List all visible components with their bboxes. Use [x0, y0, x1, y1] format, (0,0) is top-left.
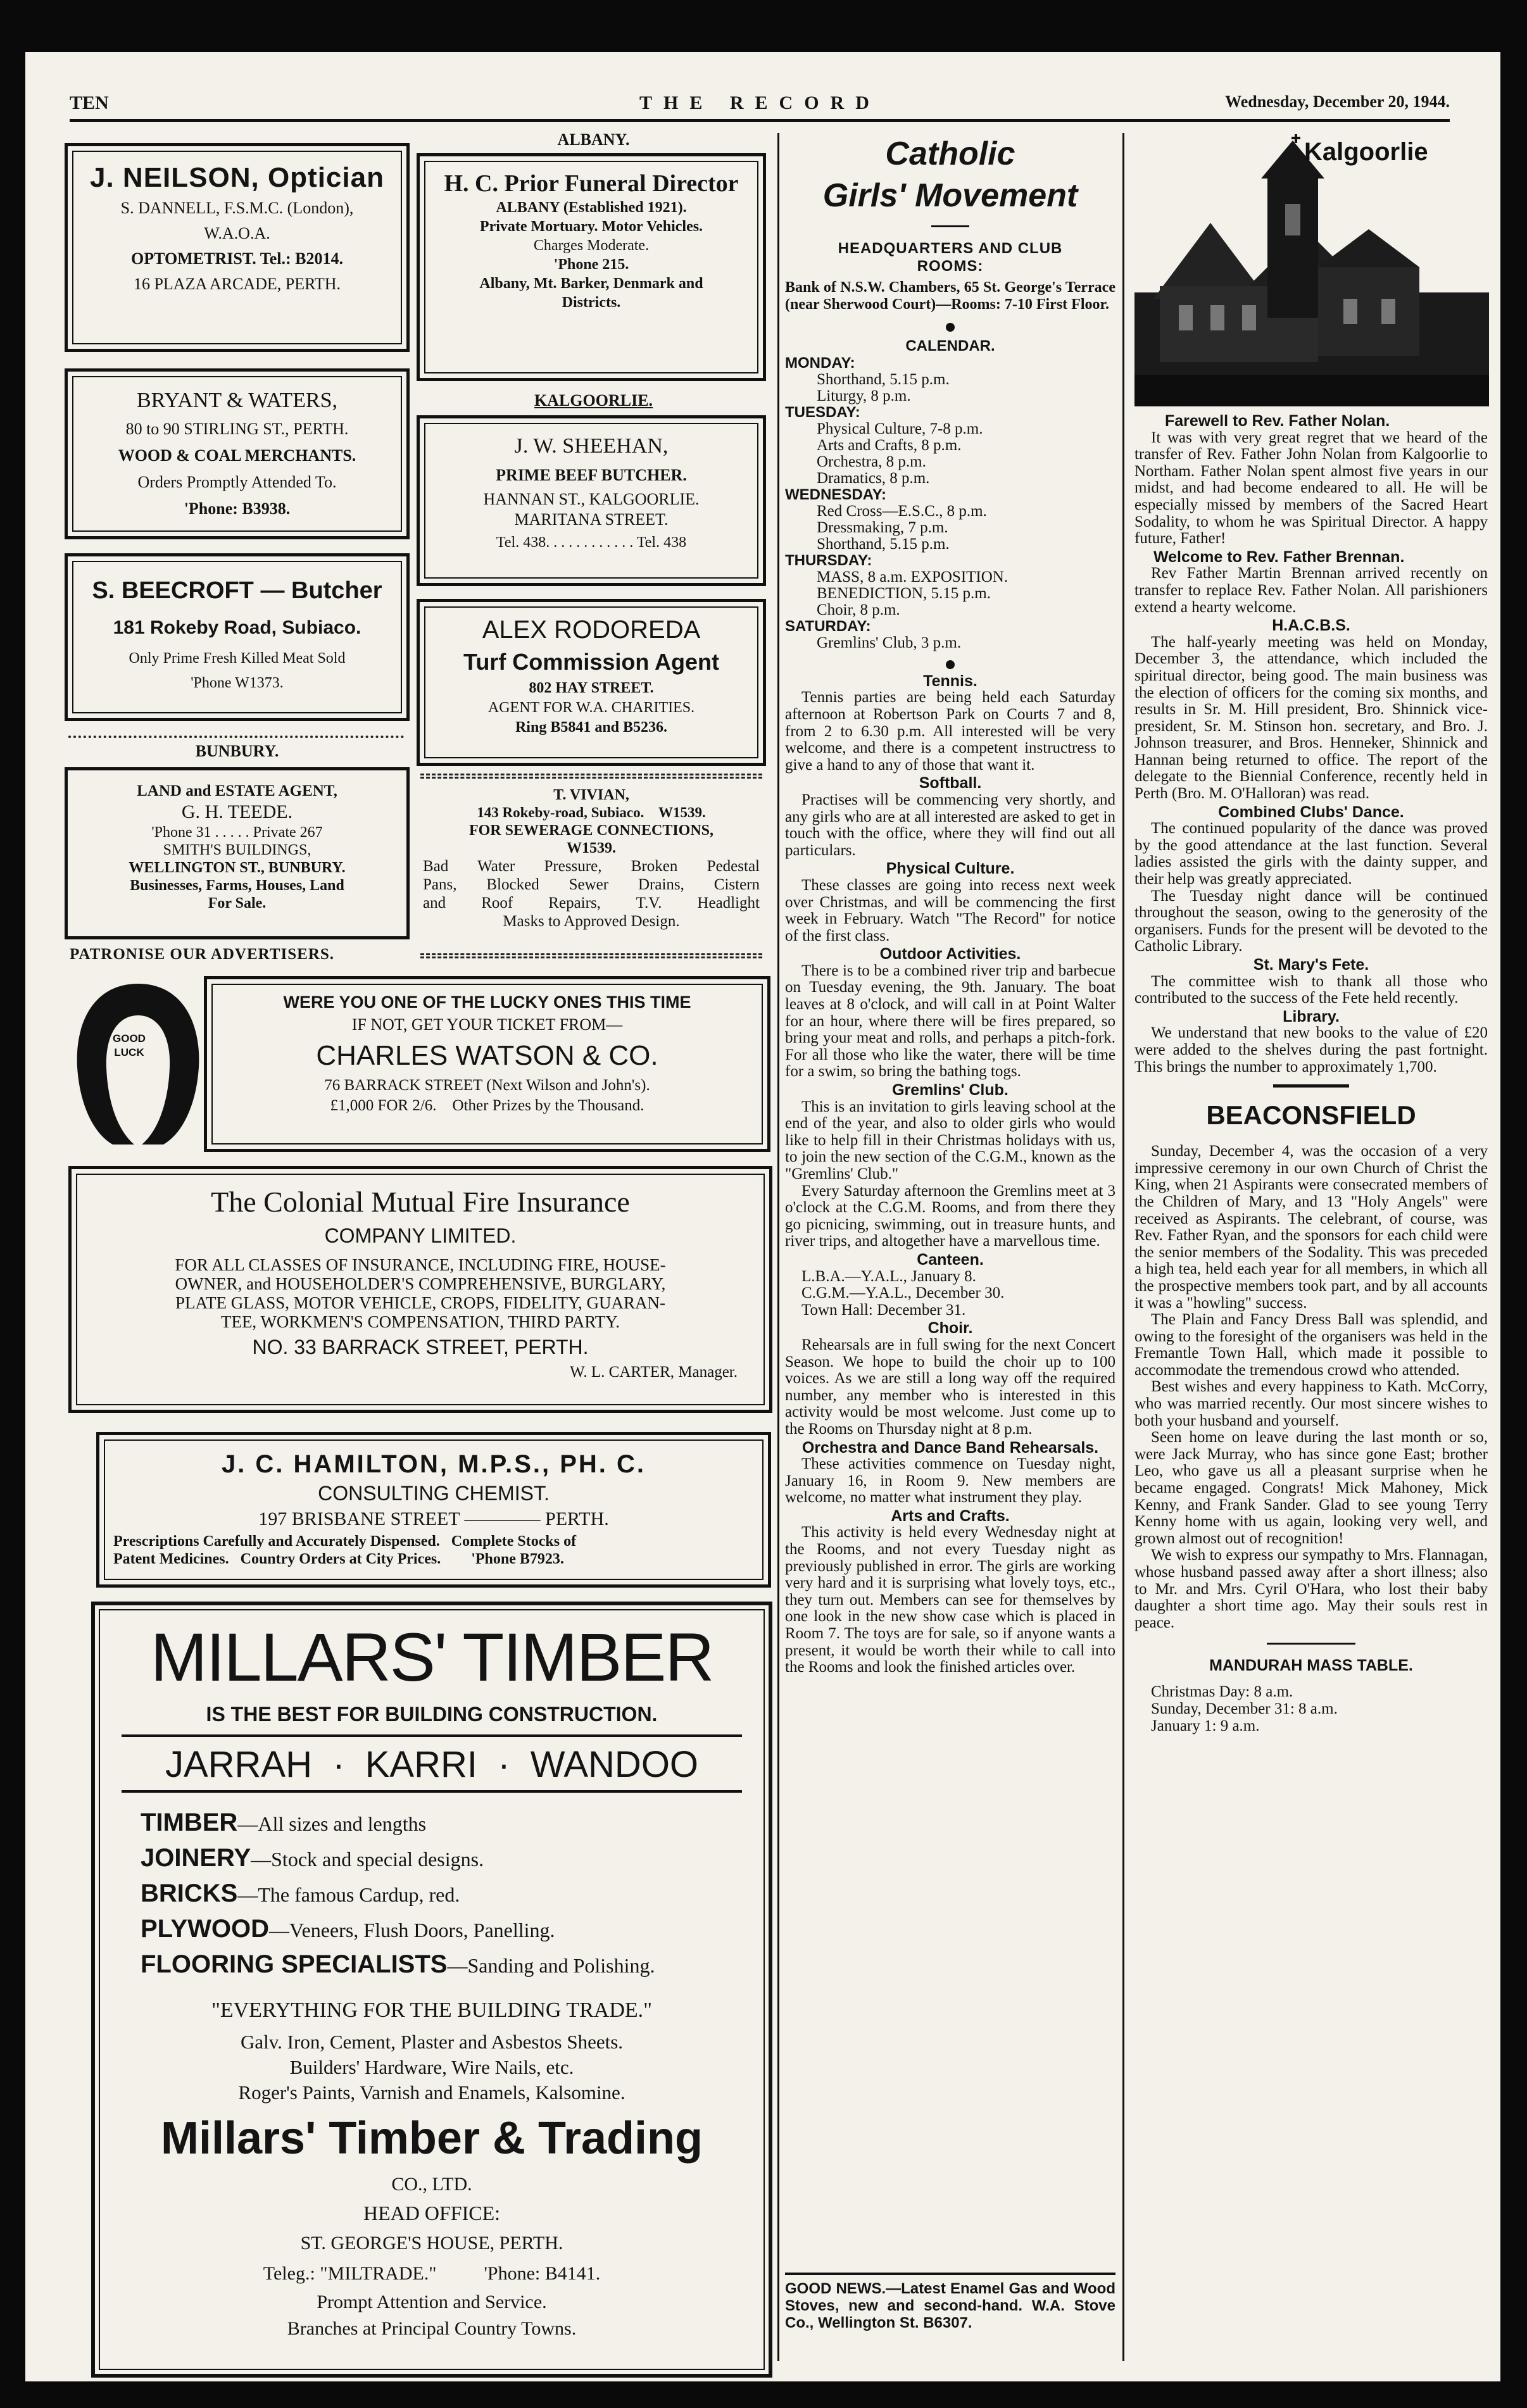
ad-millars-line: Prompt Attention and Service.: [317, 2292, 547, 2312]
ad-prior-line: Private Mortuary. Motor Vehicles.: [479, 218, 703, 235]
kal-subheading: H.A.C.B.S.: [1272, 617, 1350, 635]
cgm-paragraph: Every Saturday afternoon the Gremlins meet at 3 o'clock at the C.G.M. Rooms, and from there they go picnicing, swimming, out in treasure hunts, and river trips, and altogether have a marvellous time.: [785, 1182, 1115, 1250]
kal-subheading: Combined Clubs' Dance.: [1218, 803, 1404, 821]
item-name: JOINERY: [141, 1844, 251, 1872]
ad-watson-name: CHARLES WATSON & CO.: [316, 1040, 658, 1071]
kal-subheading: Welcome to Rev. Father Brennan.: [1153, 548, 1405, 566]
kal-paragraph: The continued popularity of the dance was proved by the good attendance at the last function. Several ladies assisted the girls with the dainty supper, and their help was greatly appreciated.: [1134, 820, 1488, 888]
kal-paragraph: The half-yearly meeting was held on Monday, December 3, the attendance, which included the spiritual director, being good. The main business was the election of officers for the coming six months, and results in Sr. M. Hill president, Bro. Shinnick vice-president, Sr. M. Stinson hon. secretary, and Bro. J. Johnson treasurer, and Bros. Henneker, Shinnick and Hannan being returned to office. The report of the delegate to the Biennial Conference, recently held in Perth (Bro. M. O'Halloran) was read.: [1134, 633, 1488, 803]
cgm-subheading: Orchestra and Dance Band Rehearsals.: [801, 1438, 1099, 1457]
ad-neilson-line: W.A.O.A.: [204, 224, 270, 242]
ad-rodoreda: [417, 599, 766, 766]
ad-millars-line: Teleg.: "MILTRADE." 'Phone: B4141.: [263, 2263, 601, 2284]
spacer: [1134, 1675, 1488, 1684]
ad-sheehan-line: PRIME BEEF BUTCHER.: [496, 466, 687, 484]
ad-hamilton-line: Patent Medicines. Country Orders at City Prices. 'Phone B7923.: [113, 1551, 564, 1567]
kal-subheading: Library.: [1283, 1007, 1340, 1025]
cal-item: Arts and Crafts, 8 p.m.: [817, 436, 962, 454]
cgm-paragraph: This is an invitation to girls leaving school at the end of the year, and also to older girls who would like to help fill in their Christmas holidays with us, to join the new section of the C.G.M., known as the "Gremlins' Club.": [785, 1098, 1115, 1182]
ad-millars-company: Millars' Timber & Trading: [161, 2113, 703, 2164]
beaconsfield-heading: BEACONSFIELD: [1206, 1100, 1416, 1131]
ad-rodoreda-line: Ring B5841 and B5236.: [515, 719, 668, 736]
ad-teede-line: 'Phone 31 . . . . . Private 267: [151, 824, 323, 841]
ad-colonial-line: W. L. CARTER, Manager.: [570, 1364, 738, 1381]
ad-hamilton-line: Prescriptions Carefully and Accurately Dispensed. Complete Stocks of: [113, 1533, 577, 1550]
horseshoe-icon: [68, 979, 208, 1150]
ad-hamilton-name: J. C. HAMILTON, M.P.S., PH. C.: [221, 1450, 646, 1478]
canteen-item: L.B.A.—Y.A.L., January 8.: [801, 1267, 976, 1285]
ad-bryant-line: WOOD & COAL MERCHANTS.: [118, 446, 356, 465]
ad-vivian-line: and Roof Repairs, T.V. Headlight: [423, 894, 760, 912]
item-desc: —The famous Cardup, red.: [237, 1883, 460, 1906]
item-desc: —Sanding and Polishing.: [447, 1954, 655, 1977]
kal-paragraph: It was with very great regret that we heard of the transfer of Rev. Father John Nolan from Kalgoorlie to Northam. Father Nolan spent almost five years in our midst, and had become endeared to all. He will be especially missed by members of the Sacred Heart Sodality, to whom he was Spiritual Director. A happy future, Father!: [1134, 429, 1488, 548]
mass-time: Christmas Day: 8 a.m.: [1151, 1683, 1293, 1701]
kal-paragraph: Rev Father Martin Brennan arrived recently on transfer to replace Rev. Father Nolan. All parishioners extend a hearty welcome.: [1134, 565, 1488, 616]
ad-watson-line: £1,000 FOR 2/6. Other Prizes by the Thousand.: [330, 1097, 644, 1114]
ad-millars-line: Branches at Principal Country Towns.: [287, 2318, 577, 2339]
section-bunbury: BUNBURY.: [195, 742, 279, 760]
item-desc: —All sizes and lengths: [237, 1812, 427, 1835]
cal-day: SATURDAY:: [785, 617, 871, 635]
ad-prior-line: 'Phone 215.: [553, 256, 629, 273]
ad-millars-line: Builders' Hardware, Wire Nails, etc.: [289, 2056, 574, 2078]
mass-time: Sunday, December 31: 8 a.m.: [1151, 1700, 1338, 1717]
mass-table-heading: MANDURAH MASS TABLE.: [1209, 1657, 1413, 1675]
bullet-icon: [946, 323, 955, 332]
ad-bryant-line: 80 to 90 STIRLING ST., PERTH.: [125, 420, 349, 438]
cgm-subheading: Gremlins' Club.: [892, 1081, 1009, 1100]
ad-beecroft: [65, 553, 410, 721]
ad-prior: [417, 153, 766, 381]
beacon-paragraph: We wish to express our sympathy to Mrs. Flannagan, whose husband passed away after a short illness; also to Mr. and Mrs. Cyril O'Hara, who lost their baby daughter a short time ago. May their souls rest in peace.: [1134, 1546, 1488, 1631]
cgm-subheading: Canteen.: [917, 1250, 984, 1269]
ad-vivian-line: FOR SEWERAGE CONNECTIONS,: [468, 822, 714, 839]
ad-millars-item: [141, 1841, 755, 1876]
section-kalgoorlie: KALGOORLIE.: [534, 391, 653, 410]
ad-colonial-line: OWNER, and HOUSEHOLDER'S COMPREHENSIVE, BURGLARY,: [175, 1274, 666, 1293]
ad-vivian-line: Masks to Approved Design.: [503, 913, 680, 930]
column-rule: [1122, 133, 1124, 2361]
ad-colonial-mutual: [68, 1166, 772, 1413]
ad-colonial-line: NO. 33 BARRACK STREET, PERTH.: [252, 1336, 589, 1358]
ad-millars-item: [141, 1876, 755, 1912]
ad-beecroft-line: 181 Rokeby Road, Subiaco.: [113, 617, 361, 638]
cgm-subheading: Arts and Crafts.: [891, 1507, 1010, 1525]
divider: [420, 953, 762, 958]
article-kalgoorlie: [1134, 411, 1488, 1734]
ad-stove-co: GOOD NEWS.—Latest Enamel Gas and Wood Stoves, new and second-hand. W.A. Stove Co., Wellington St. B6307.: [785, 2273, 1115, 2331]
ad-watson-line: WERE YOU ONE OF THE LUCKY ONES THIS TIME: [283, 993, 691, 1012]
ad-vivian-line: 143 Rokeby-road, Subiaco. W1539.: [477, 805, 706, 820]
cal-item: Shorthand, 5.15 p.m.: [817, 370, 950, 388]
ad-millars-woods: JARRAH · KARRI · WANDOO: [165, 1744, 699, 1785]
ad-hamilton-line: CONSULTING CHEMIST.: [318, 1482, 550, 1505]
ad-neilson-line: S. DANNELL, F.S.M.C. (London),: [120, 199, 354, 217]
horseshoe-badge: [105, 1032, 153, 1060]
ad-colonial-name: The Colonial Mutual Fire Insurance: [211, 1186, 630, 1218]
divider: [122, 1734, 742, 1737]
cal-item: Dramatics, 8 p.m.: [817, 469, 930, 487]
kal-subheading: Farewell to Rev. Father Nolan.: [1165, 412, 1390, 430]
cgm-hq-text: Bank of N.S.W. Chambers, 65 St. George's Terrace (near Sherwood Court)—Rooms: 7-10 First Floor.: [785, 279, 1115, 313]
item-name: FLOORING SPECIALISTS: [141, 1950, 448, 1978]
cgm-calendar-heading: CALENDAR.: [905, 337, 995, 355]
divider: [1267, 1643, 1355, 1645]
cgm-hq-heading: HEADQUARTERS AND CLUB ROOMS:: [838, 240, 1063, 275]
ad-rodoreda-line: 802 HAY STREET.: [529, 680, 654, 696]
ad-charles-watson: [63, 976, 772, 1153]
cal-item: Physical Culture, 7-8 p.m.: [817, 420, 983, 437]
ad-sheehan-line: Tel. 438. . . . . . . . . . . . Tel. 438: [496, 534, 687, 551]
kal-paragraph: The committee wish to thank all those who contributed to the success of the Fete held recently.: [1134, 972, 1488, 1007]
item-name: TIMBER: [141, 1809, 238, 1836]
ad-rodoreda-line: Turf Commission Agent: [463, 649, 719, 675]
ad-neilson-name: J. NEILSON, Optician: [90, 162, 384, 193]
ad-neilson-line: OPTOMETRIST. Tel.: B2014.: [131, 249, 343, 268]
cal-item: Dressmaking, 7 p.m.: [817, 518, 948, 536]
cgm-paragraph: These classes are going into recess next week over Christmas, and will be commencing the first week in February. Watch "The Record" for notice of the first class.: [785, 876, 1115, 944]
beacon-paragraph: Best wishes and every happiness to Kath. McCorry, who was married recently. Our most sincere wishes to both your husband and yourself.: [1134, 1378, 1488, 1429]
ad-hamilton-line: 197 BRISBANE STREET ———— PERTH.: [258, 1508, 609, 1529]
cal-item: BENEDICTION, 5.15 p.m.: [817, 584, 991, 602]
ad-millars-quote: "EVERYTHING FOR THE BUILDING TRADE.": [211, 1998, 653, 2022]
item-name: BRICKS: [141, 1879, 238, 1907]
beacon-paragraph: Sunday, December 4, was the occasion of a very impressive ceremony in our own Church of Christ the King, when 21 Aspirants were consecrated members of the Children of Mary, and 13 "Holy Angels" were received as Aspirants. The celebrant, of course, was Rev. Father Ryan, and the sponsors for each child were the senior members of the Sodality. This was preceded a high tea, held each year for all members, in which all the prospective members took part, and by all accounts it was a "howling" success.: [1134, 1143, 1488, 1312]
ad-neilson: [65, 143, 410, 352]
ad-teede-line: LAND and ESTATE AGENT,: [137, 782, 337, 800]
badge-text: GOOD: [113, 1032, 146, 1044]
ad-millars-item: [141, 1912, 755, 1947]
cal-item: Choir, 8 p.m.: [817, 601, 900, 618]
cgm-paragraph: Practises will be commencing very shortly, and any girls who are at all interested are asked to get in touch with the office, where they will find out all particulars.: [785, 791, 1115, 859]
ad-millars-timber: [91, 1602, 772, 2378]
ad-hamilton: [96, 1432, 771, 1588]
divider: [931, 225, 969, 227]
kal-subheading: St. Mary's Fete.: [1253, 956, 1369, 974]
cal-item: Orchestra, 8 p.m.: [817, 453, 926, 470]
kal-paragraph: We understand that new books to the value of £20 were added to the shelves during the past fortnight. This brings the number to approximately 1,700.: [1134, 1024, 1488, 1075]
ad-bryant-waters: [65, 368, 410, 539]
ad-prior-line: Districts.: [562, 294, 621, 311]
cal-item: Liturgy, 8 p.m.: [817, 387, 911, 404]
cal-item: Gremlins' Club, 3 p.m.: [817, 634, 962, 651]
divider: [1273, 1084, 1349, 1088]
newspaper-page: [25, 52, 1500, 2381]
beacon-paragraph: Seen home on leave during the last month or so, were Jack Murray, who has since gone East; brother Leo, who gave us all a pleasant surprise when he became engaged. Congrats! Mick Mahoney, Mick Kenny, and Frank Sander. Glad to see young Terry Kenny home with us again, looking very well, and grown almost out of recognition!: [1134, 1429, 1488, 1547]
item-desc: —Veneers, Flush Doors, Panelling.: [269, 1919, 555, 1941]
item-name: PLYWOOD: [141, 1915, 269, 1943]
ad-vivian-line: W1539.: [567, 840, 616, 856]
mass-time: January 1: 9 a.m.: [1151, 1717, 1260, 1734]
page-header: [70, 87, 1450, 122]
ad-millars-line: HEAD OFFICE:: [363, 2202, 500, 2224]
canteen-item: Town Hall: December 31.: [801, 1301, 966, 1319]
ad-colonial-line: FOR ALL CLASSES OF INSURANCE, INCLUDING FIRE, HOUSE-: [175, 1255, 666, 1274]
ad-teede-line: WELLINGTON ST., BUNBURY.: [129, 860, 346, 876]
ad-watson-box: [204, 976, 770, 1152]
ad-millars-title: MILLARS' TIMBER: [150, 1619, 713, 1695]
ad-millars-item: [141, 1805, 755, 1841]
ad-bryant-name: BRYANT & WATERS,: [136, 389, 338, 412]
ad-beecroft-line: Only Prime Fresh Killed Meat Sold: [129, 650, 346, 667]
ad-bryant-line: Orders Promptly Attended To.: [137, 473, 337, 491]
ad-colonial-line: TEE, WORKMEN'S COMPENSATION, THIRD PARTY.: [220, 1312, 620, 1331]
badge-text: LUCK: [114, 1046, 144, 1058]
cgm-subheading: Outdoor Activities.: [879, 945, 1021, 963]
cgm-paragraph: There is to be a combined river trip and barbecue on Tuesday evening, the 9th. January. The boat leaves at 8 o'clock, and will call in at Point Walter for an hour, where there will be fires prepared, so bring your meat and rolls, and perhaps a pitch-fork. For all those who like the water, there will be time for a swim, so bring the bathing togs.: [785, 962, 1115, 1081]
beacon-paragraph: The Plain and Fancy Dress Ball was splendid, and owing to the foresight of the organisers was held in the Fremantle Town Hall, which made it possible to accommodate the tremendous crowd who attended.: [1134, 1311, 1488, 1379]
cal-day: THURSDAY:: [785, 551, 872, 569]
cgm-subheading: Softball.: [919, 774, 982, 793]
ad-beecroft-name: S. BEECROFT — Butcher: [92, 577, 382, 604]
cgm-paragraph: Rehearsals are in full swing for the next Concert Season. We hope to build the choir up to 100 voices. As we are still a long way off the required number, any member who is interested in this activity would be most welcome. Just come up to the Rooms on Thursday night at 8 p.m.: [785, 1336, 1115, 1438]
ad-vivian-line: Bad Water Pressure, Broken Pedestal: [423, 858, 760, 875]
ad-vivian-name: T. VIVIAN,: [553, 787, 629, 803]
ad-teede-line: Businesses, Farms, Houses, Land: [130, 877, 344, 894]
ad-beecroft-line: 'Phone W1373.: [191, 675, 284, 691]
cgm-subheading: Tennis.: [923, 672, 977, 690]
cgm-paragraph: Tennis parties are being held each Saturday afternoon at Robertson Park on Courts 7 and 8, from 2 to 6.30 p.m. All interested will be very welcome, and there is a competent instructress to give a hand to any of those that want it.: [785, 689, 1115, 774]
cgm-paragraph: These activities commence on Tuesday night, January 16, in Room 9. New members are welcome, no matter what instrument they play.: [785, 1455, 1115, 1507]
article-title: Catholic: [885, 135, 1015, 172]
church-label: Kalgoorlie: [1304, 138, 1428, 166]
bullet-icon: [946, 660, 955, 669]
ad-rodoreda-line: AGENT FOR W.A. CHARITIES.: [487, 699, 695, 716]
ad-teede-line: For Sale.: [208, 895, 267, 912]
ad-vivian-line: Pans, Blocked Sewer Drains, Cistern: [423, 876, 760, 893]
cal-item: Red Cross—E.S.C., 8 p.m.: [817, 502, 987, 520]
cal-day: MONDAY:: [785, 354, 855, 372]
ad-millars-line: ST. GEORGE'S HOUSE, PERTH.: [300, 2233, 563, 2254]
canteen-item: C.G.M.—Y.A.L., December 30.: [801, 1284, 1005, 1302]
cgm-subheading: Choir.: [927, 1319, 973, 1338]
cgm-paragraph: This activity is held every Wednesday night at the Rooms, and not every Tuesday night as previously published in error. The girls are working very hard and it is surprising what lovely toys, etc., they turn out. Members can see for themselves by one look in the new show case which is placed in Room 7. The toys are for sale, so if anyone wants a present, it would be worth their while to call into the Rooms and look the finished articles over.: [785, 1524, 1115, 1676]
ad-watson-line: 76 BARRACK STREET (Next Wilson and John's).: [324, 1077, 650, 1094]
cal-day: TUESDAY:: [785, 403, 860, 421]
ad-prior-line: ALBANY (Established 1921).: [496, 199, 687, 216]
patronise-notice: PATRONISE OUR ADVERTISERS.: [70, 946, 335, 963]
ad-neilson-line: 16 PLAZA ARCADE, PERTH.: [133, 275, 341, 293]
ad-colonial-line: PLATE GLASS, MOTOR VEHICLE, CROPS, FIDELITY, GUARAN-: [175, 1293, 666, 1312]
ad-colonial-line: COMPANY LIMITED.: [324, 1224, 517, 1247]
ad-bryant-line: 'Phone: B3938.: [184, 499, 291, 518]
divider: [420, 774, 762, 779]
divider: [122, 1790, 742, 1793]
ad-millars-line: Roger's Paints, Varnish and Enamels, Kalsomine.: [238, 2081, 625, 2104]
issue-date: Wednesday, December 20, 1944.: [1225, 92, 1450, 111]
ad-sheehan: [417, 415, 766, 586]
column-rule: [777, 133, 779, 2361]
ad-millars-line: CO., LTD.: [391, 2174, 472, 2195]
ad-prior-name: H. C. Prior Funeral Director: [444, 170, 739, 197]
ad-millars-line: Galv. Iron, Cement, Plaster and Asbestos Sheets.: [240, 2031, 624, 2053]
page-number: TEN: [70, 92, 109, 113]
ad-millars-item: [141, 1947, 755, 1983]
ad-vivian: [420, 782, 762, 934]
ad-millars-list: [109, 1805, 755, 1983]
item-desc: —Stock and special designs.: [251, 1848, 484, 1871]
cgm-subheading: Physical Culture.: [886, 860, 1015, 878]
section-albany: ALBANY.: [557, 130, 630, 149]
cal-item: MASS, 8 a.m. EXPOSITION.: [817, 568, 1009, 586]
church-illustration: [1134, 134, 1489, 406]
ad-prior-line: Charges Moderate.: [533, 237, 650, 254]
ad-rodoreda-name: ALEX RODOREDA: [482, 616, 701, 644]
masthead: THE RECORD: [639, 92, 881, 113]
ad-sheehan-line: HANNAN ST., KALGOORLIE.: [483, 490, 700, 508]
ad-prior-line: Albany, Mt. Barker, Denmark and: [479, 275, 703, 292]
cal-item: Shorthand, 5.15 p.m.: [817, 535, 950, 553]
ad-teede-name: G. H. TEEDE.: [181, 801, 293, 822]
article-cgm: [785, 133, 1115, 1676]
divider: [68, 736, 404, 738]
ad-teede: [65, 767, 410, 939]
ad-watson-line: IF NOT, GET YOUR TICKET FROM—: [351, 1015, 623, 1034]
article-title: Girls' Movement: [822, 177, 1078, 214]
ad-sheehan-name: J. W. SHEEHAN,: [514, 434, 669, 458]
ad-teede-line: SMITH'S BUILDINGS,: [163, 842, 311, 858]
cal-day: WEDNESDAY:: [785, 486, 887, 503]
ad-sheehan-line: MARITANA STREET.: [514, 510, 669, 529]
kal-paragraph: The Tuesday night dance will be continued throughout the season, owing to the generosity of the organisers. Funds for the present will be devoted to the Catholic Library.: [1134, 887, 1488, 955]
ad-millars-sub: IS THE BEST FOR BUILDING CONSTRUCTION.: [206, 1703, 658, 1726]
